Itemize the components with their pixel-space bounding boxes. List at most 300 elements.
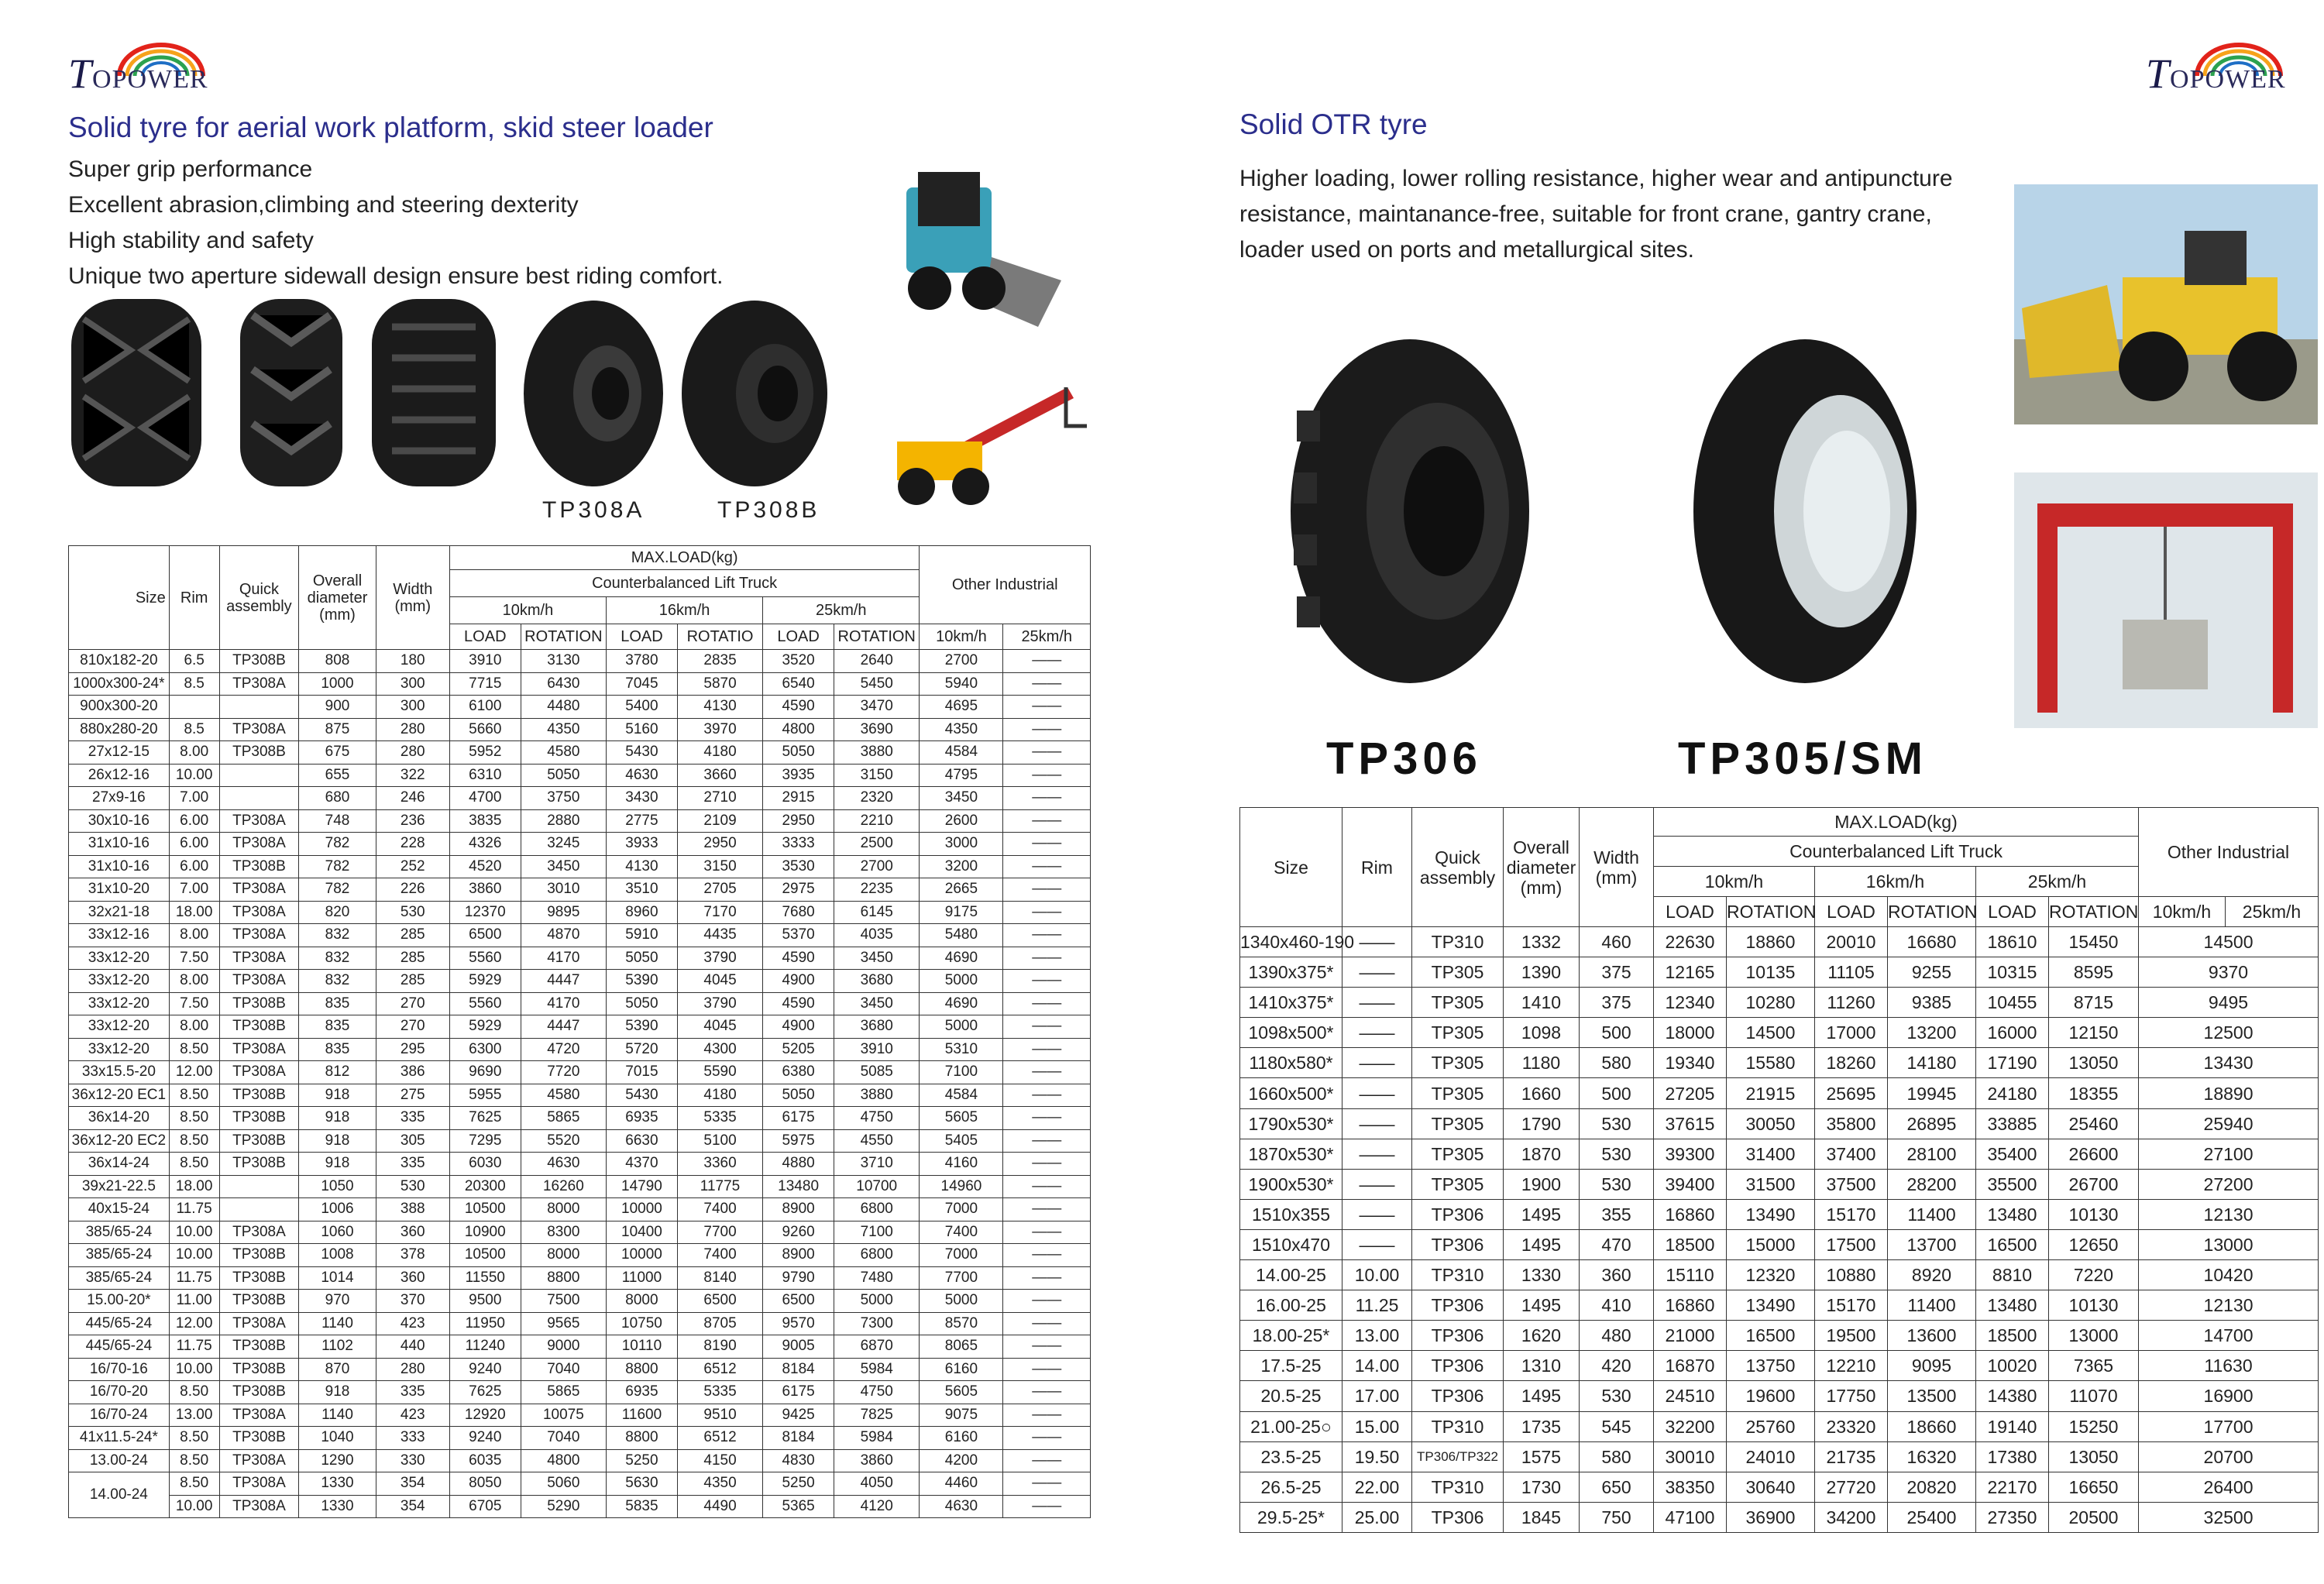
cell-width: 530 [1580,1139,1654,1169]
cell-other-10kmh: 2600 [920,809,1003,833]
cell-rotation-10kmh: 15580 [1727,1048,1815,1078]
cell-width: 300 [376,696,449,719]
cell-load-16kmh: 15170 [1815,1199,1888,1229]
cell-rotation-25kmh: 2700 [834,855,920,878]
cell-rim: 10.00 [1342,1260,1412,1290]
cell-rotation-16kmh: 4180 [677,1084,762,1107]
table-row [1240,1351,2319,1381]
cell-overall-diameter: 1014 [299,1266,376,1290]
cell-load-25kmh: 5365 [763,1495,834,1518]
cell-rotation-16kmh: 7170 [677,901,762,924]
cell-other-industrial: 14700 [2139,1321,2319,1351]
cell-rim: 15.00 [1342,1411,1412,1441]
cell-size: 16/70-20 [69,1381,170,1404]
cell-width: 355 [1580,1199,1654,1229]
cell-size: 30x10-16 [69,809,170,833]
cell-size: 31x10-16 [69,833,170,856]
table-row [1240,1381,2319,1411]
cell-rotation-10kmh: 4580 [521,741,606,765]
header-counterbalanced: Counterbalanced Lift Truck [449,570,920,597]
cell-rotation-25kmh: 26700 [2049,1169,2139,1199]
cell-rotation-10kmh: 4870 [521,924,606,947]
cell-load-25kmh: 5050 [763,741,834,765]
cell-rotation-16kmh: 3790 [677,947,762,970]
cell-rotation-10kmh: 36900 [1727,1502,1815,1532]
cell-rotation-10kmh: 4350 [521,718,606,741]
cell-load-25kmh: 6540 [763,672,834,696]
cell-overall-diameter: 1730 [1504,1472,1580,1502]
header-load: LOAD [763,624,834,650]
table-row [69,1084,1091,1107]
cell-load-25kmh: 6175 [763,1107,834,1130]
cell-other-25kmh: —— [1003,1290,1091,1313]
cell-quick-assembly: TP308B [219,741,299,765]
cell-quick-assembly: TP308B [219,1335,299,1359]
cell-width: 270 [376,1015,449,1039]
model-label-tp308b: TP308B [717,497,820,523]
cell-rim: 10.00 [169,1221,219,1244]
cell-other-industrial: 26400 [2139,1472,2319,1502]
cell-rim: 8.00 [169,741,219,765]
cell-rotation-10kmh: 13750 [1727,1351,1815,1381]
cell-size: 16/70-16 [69,1358,170,1381]
logo-text: OPOWER [92,65,208,94]
cell-load-10kmh: 6030 [449,1153,521,1176]
table-row [69,1153,1091,1176]
cell-size: 1510x355 [1240,1199,1342,1229]
cell-load-10kmh: 5560 [449,947,521,970]
cell-other-10kmh: 8065 [920,1335,1003,1359]
cell-rim: 11.75 [169,1266,219,1290]
cell-overall-diameter: 1332 [1504,927,1580,957]
header-counterbalanced: Counterbalanced Lift Truck [1654,837,2139,867]
cell-rotation-16kmh: 4045 [677,970,762,993]
cell-rim: —— [1342,1078,1412,1108]
feature-item: High stability and safety [68,228,314,253]
cell-rotation-25kmh: 7825 [834,1404,920,1427]
cell-size: 880x280-20 [69,718,170,741]
cell-other-10kmh: 4795 [920,764,1003,787]
cell-other-industrial: 27100 [2139,1139,2319,1169]
cell-load-16kmh: 11260 [1815,988,1888,1018]
cell-size: 445/65-24 [69,1312,170,1335]
table-row [69,1381,1091,1404]
cell-width: 360 [376,1221,449,1244]
table-row [69,1129,1091,1153]
cell-load-10kmh: 11550 [449,1266,521,1290]
cell-load-16kmh: 11600 [607,1404,678,1427]
cell-load-25kmh: 8184 [763,1427,834,1450]
cell-rim: 12.00 [169,1312,219,1335]
cell-load-10kmh: 47100 [1654,1502,1727,1532]
cell-load-10kmh: 24510 [1654,1381,1727,1411]
cell-rim: 10.00 [169,1495,219,1518]
cell-other-10kmh: 3000 [920,833,1003,856]
cell-rotation-25kmh: 11070 [2049,1381,2139,1411]
cell-load-25kmh: 4590 [763,696,834,719]
cell-rotation-25kmh: 25460 [2049,1108,2139,1139]
cell-quick-assembly: TP308A [219,1038,299,1061]
cell-width: 750 [1580,1502,1654,1532]
cell-quick-assembly: TP305 [1412,1048,1504,1078]
cell-overall-diameter: 655 [299,764,376,787]
table-row [1240,1108,2319,1139]
feature-item: Super grip performance [68,156,313,182]
cell-rotation-25kmh: 20500 [2049,1502,2139,1532]
cell-load-25kmh: 8900 [763,1244,834,1267]
cell-load-10kmh: 6035 [449,1449,521,1472]
table-row [69,1290,1091,1313]
cell-size: 33x12-20 [69,947,170,970]
header-rotation: ROTATION [2049,897,2139,927]
cell-size: 32x21-18 [69,901,170,924]
cell-rotation-16kmh: 6500 [677,1290,762,1313]
cell-load-25kmh: 2915 [763,787,834,810]
cell-size: 1390x375* [1240,957,1342,988]
logo-letter: T [2146,50,2171,97]
cell-load-10kmh: 18500 [1654,1229,1727,1259]
cell-size: 27x12-15 [69,741,170,765]
cell-size: 26.5-25 [1240,1472,1342,1502]
cell-other-25kmh: —— [1003,696,1091,719]
cell-size: 36x14-20 [69,1107,170,1130]
cell-overall-diameter: 918 [299,1084,376,1107]
cell-rim: 7.00 [169,878,219,902]
cell-rotation-16kmh: 4350 [677,1472,762,1496]
cell-rotation-25kmh: 3710 [834,1153,920,1176]
header-other-10kmh: 10km/h [2139,897,2226,927]
cell-rotation-16kmh: 18660 [1888,1411,1976,1441]
cell-quick-assembly: TP306 [1412,1321,1504,1351]
table-row [1240,957,2319,988]
right-page-title: Solid OTR tyre [1239,108,1428,140]
cell-other-10kmh: 4584 [920,741,1003,765]
cell-rim: 8.5 [169,718,219,741]
cell-rotation-10kmh: 4580 [521,1084,606,1107]
cell-rim: —— [1342,927,1412,957]
cell-size: 1510x470 [1240,1229,1342,1259]
cell-load-16kmh: 11105 [1815,957,1888,988]
cell-other-25kmh: —— [1003,1015,1091,1039]
col-overall-diameter: Overall diameter (mm) [1504,808,1580,927]
col-size: Size [69,546,170,650]
cell-rotation-10kmh: 4720 [521,1038,606,1061]
cell-width: 322 [376,764,449,787]
cell-load-25kmh: 10315 [1976,957,2049,988]
cell-other-industrial: 25940 [2139,1108,2319,1139]
cell-overall-diameter: 1660 [1504,1078,1580,1108]
cell-rotation-25kmh: 5085 [834,1061,920,1084]
cell-rotation-16kmh: 4300 [677,1038,762,1061]
cell-width: 410 [1580,1290,1654,1321]
cell-quick-assembly: TP308B [219,1107,299,1130]
cell-size: 1900x530* [1240,1169,1342,1199]
cell-overall-diameter: 1040 [299,1427,376,1450]
cell-load-10kmh: 6100 [449,696,521,719]
cell-size: 445/65-24 [69,1335,170,1359]
cell-load-25kmh: 10455 [1976,988,2049,1018]
header-25kmh: 25km/h [763,597,920,624]
cell-size: 1098x500* [1240,1018,1342,1048]
cell-other-industrial: 13430 [2139,1048,2319,1078]
cell-load-25kmh: 3935 [763,764,834,787]
cell-rim: 7.50 [169,992,219,1015]
cell-load-10kmh: 39400 [1654,1169,1727,1199]
cell-quick-assembly: TP308B [219,1084,299,1107]
cell-load-10kmh: 8050 [449,1472,521,1496]
cell-load-25kmh: 2950 [763,809,834,833]
cell-overall-diameter: 835 [299,992,376,1015]
cell-load-25kmh: 4900 [763,970,834,993]
cell-rotation-10kmh: 2880 [521,809,606,833]
header-25kmh: 25km/h [1976,867,2139,897]
cell-overall-diameter: 1140 [299,1312,376,1335]
cell-other-10kmh: 6160 [920,1358,1003,1381]
cell-quick-assembly: TP308A [219,809,299,833]
cell-rotation-25kmh: 3860 [834,1449,920,1472]
table-row [1240,1321,2319,1351]
cell-width: 530 [1580,1381,1654,1411]
cell-other-25kmh: —— [1003,1335,1091,1359]
table-row [69,924,1091,947]
header-load: LOAD [1976,897,2049,927]
cell-width: 370 [376,1290,449,1313]
cell-rotation-10kmh: 10280 [1727,988,1815,1018]
cell-rotation-16kmh: 8190 [677,1335,762,1359]
cell-rotation-25kmh: 8715 [2049,988,2139,1018]
cell-rim: 6.00 [169,833,219,856]
cell-other-industrial: 10420 [2139,1260,2319,1290]
cell-load-16kmh: 8960 [607,901,678,924]
cell-width: 280 [376,1358,449,1381]
cell-load-16kmh: 7015 [607,1061,678,1084]
cell-rotation-25kmh: 18355 [2049,1078,2139,1108]
table-row [69,650,1091,673]
cell-load-25kmh: 8810 [1976,1260,2049,1290]
cell-load-25kmh: 5050 [763,1084,834,1107]
cell-rotation-16kmh: 16320 [1888,1441,1976,1472]
cell-rotation-25kmh: 7480 [834,1266,920,1290]
right-description: Higher loading, lower rolling resistance, higher wear and antipuncture resistance, maintanance-free, suitable for front crane, gantry crane, loader used on ports and metallurgical sites. [1239,166,1953,263]
cell-size: 385/65-24 [69,1244,170,1267]
table-row [1240,1502,2319,1532]
cell-load-10kmh: 5660 [449,718,521,741]
cell-size: 36x14-24 [69,1153,170,1176]
cell-rotation-10kmh: 8300 [521,1221,606,1244]
cell-load-16kmh: 5720 [607,1038,678,1061]
cell-other-10kmh: 5000 [920,1015,1003,1039]
header-load: LOAD [1815,897,1888,927]
cell-rotation-25kmh: 5000 [834,1290,920,1313]
cell-load-25kmh: 16500 [1976,1229,2049,1259]
cell-rim: 8.50 [169,1153,219,1176]
cell-rotation-16kmh: 5335 [677,1381,762,1404]
cell-size: 1000x300-24* [69,672,170,696]
cell-rotation-16kmh: 6512 [677,1427,762,1450]
cell-rim: —— [1342,1169,1412,1199]
cell-load-16kmh: 20010 [1815,927,1888,957]
cell-size: 27x9-16 [69,787,170,810]
cell-width: 460 [1580,927,1654,957]
cell-rim: 6.00 [169,855,219,878]
cell-load-25kmh: 8900 [763,1198,834,1222]
cell-load-25kmh: 4830 [763,1449,834,1472]
cell-other-25kmh: —— [1003,1175,1091,1198]
cell-load-10kmh: 16860 [1654,1199,1727,1229]
cell-quick-assembly: TP306 [1412,1381,1504,1411]
cell-rotation-10kmh: 8000 [521,1198,606,1222]
cell-load-25kmh: 9790 [763,1266,834,1290]
cell-other-industrial: 18890 [2139,1078,2319,1108]
cell-other-10kmh: 4460 [920,1472,1003,1496]
cell-rotation-16kmh: 6512 [677,1358,762,1381]
cell-other-10kmh: 5405 [920,1129,1003,1153]
cell-width: 285 [376,947,449,970]
cell-rim: 10.00 [169,1244,219,1267]
cell-load-25kmh: 9260 [763,1221,834,1244]
cell-rotation-16kmh: 16680 [1888,927,1976,957]
cell-load-16kmh: 25695 [1815,1078,1888,1108]
cell-rotation-16kmh: 5590 [677,1061,762,1084]
cell-rotation-10kmh: 3010 [521,878,606,902]
cell-load-10kmh: 9500 [449,1290,521,1313]
cell-rotation-25kmh: 3450 [834,992,920,1015]
cell-width: 386 [376,1061,449,1084]
cell-load-10kmh: 10500 [449,1244,521,1267]
cell-width: 335 [376,1153,449,1176]
cell-load-16kmh: 5835 [607,1495,678,1518]
cell-rim: 8.50 [169,1084,219,1107]
table-row [69,1472,1091,1496]
cell-other-10kmh: 9175 [920,901,1003,924]
cell-rotation-25kmh: 3680 [834,970,920,993]
col-quick-assembly: Quick assembly [219,546,299,650]
cell-size: 900x300-20 [69,696,170,719]
cell-load-10kmh: 4326 [449,833,521,856]
cell-load-10kmh: 5952 [449,741,521,765]
cell-rotation-16kmh: 3970 [677,718,762,741]
cell-rotation-16kmh: 7400 [677,1198,762,1222]
table-row [69,833,1091,856]
cell-quick-assembly: TP308A [219,1221,299,1244]
cell-rotation-10kmh: 31400 [1727,1139,1815,1169]
cell-other-10kmh: 3450 [920,787,1003,810]
cell-load-10kmh: 21000 [1654,1321,1727,1351]
cell-overall-diameter: 1495 [1504,1229,1580,1259]
cell-quick-assembly: TP306 [1412,1290,1504,1321]
cell-width: 423 [376,1404,449,1427]
left-page-title: Solid tyre for aerial work platform, skid steer loader [68,112,713,143]
cell-rotation-25kmh: 3470 [834,696,920,719]
cell-rotation-10kmh: 19600 [1727,1381,1815,1411]
cell-overall-diameter: 1050 [299,1175,376,1198]
header-other-10kmh: 10km/h [920,624,1003,650]
cell-rim: 13.00 [169,1404,219,1427]
cell-size: 385/65-24 [69,1266,170,1290]
cell-size: 13.00-24 [69,1449,170,1472]
cell-load-16kmh: 15170 [1815,1290,1888,1321]
cell-overall-diameter: 1290 [299,1449,376,1472]
cell-rotation-10kmh: 30050 [1727,1108,1815,1139]
cell-load-25kmh: 18500 [1976,1321,2049,1351]
cell-size: 14.00-25 [1240,1260,1342,1290]
cell-rotation-10kmh: 4170 [521,947,606,970]
cell-rim: 8.50 [169,1381,219,1404]
cell-other-10kmh: 5605 [920,1107,1003,1130]
cell-quick-assembly: TP306/TP322 [1412,1441,1504,1472]
cell-overall-diameter: 808 [299,650,376,673]
model-label-tp306: TP306 [1326,734,1482,784]
cell-rotation-25kmh: 10130 [2049,1199,2139,1229]
cell-size: 33x12-16 [69,924,170,947]
table-row [69,1427,1091,1450]
cell-load-16kmh: 4370 [607,1153,678,1176]
cell-load-10kmh: 7295 [449,1129,521,1153]
cell-load-10kmh: 11240 [449,1335,521,1359]
cell-other-industrial: 14500 [2139,927,2319,957]
header-max-load: MAX.LOAD(kg) [1654,808,2139,837]
cell-rotation-25kmh: 15250 [2049,1411,2139,1441]
table-row [69,1221,1091,1244]
cell-width: 330 [376,1449,449,1472]
cell-size: 16/70-24 [69,1404,170,1427]
cell-rim: 25.00 [1342,1502,1412,1532]
cell-rim: 8.50 [169,1038,219,1061]
left-spec-table [68,545,1091,1518]
cell-rotation-10kmh: 31500 [1727,1169,1815,1199]
table-row [69,970,1091,993]
cell-width: 270 [376,992,449,1015]
cell-load-16kmh: 21735 [1815,1441,1888,1472]
cell-size: 14.00-24 [69,1472,170,1518]
cell-quick-assembly [219,696,299,719]
cell-rotation-10kmh: 9565 [521,1312,606,1335]
cell-load-10kmh: 12370 [449,901,521,924]
cell-width: 470 [1580,1229,1654,1259]
cell-size: 21.00-25○ [1240,1411,1342,1441]
cell-quick-assembly: TP305 [1412,1169,1504,1199]
cell-rotation-10kmh: 21915 [1727,1078,1815,1108]
header-load: LOAD [449,624,521,650]
wheel-loader-photo [2014,184,2318,424]
cell-rotation-16kmh: 20820 [1888,1472,1976,1502]
cell-width: 333 [376,1427,449,1450]
header-other-industrial: Other Industrial [920,546,1091,624]
cell-other-10kmh: 4630 [920,1495,1003,1518]
topower-logo-left [68,43,215,98]
cell-load-10kmh: 6310 [449,764,521,787]
cell-rotation-16kmh: 13700 [1888,1229,1976,1259]
cell-rotation-25kmh: 13000 [2049,1321,2139,1351]
cell-rotation-25kmh: 16650 [2049,1472,2139,1502]
cell-other-25kmh: —— [1003,924,1091,947]
cell-rotation-16kmh: 3360 [677,1153,762,1176]
cell-quick-assembly: TP308B [219,1266,299,1290]
cell-rotation-25kmh: 13050 [2049,1441,2139,1472]
tp308b-tyre-photo [679,297,830,490]
cell-rotation-16kmh: 11775 [677,1175,762,1198]
cell-rotation-10kmh: 5520 [521,1129,606,1153]
cell-load-10kmh: 5560 [449,992,521,1015]
cell-rotation-10kmh: 18860 [1727,927,1815,957]
table-row [69,878,1091,902]
cell-width: 228 [376,833,449,856]
cell-size: 31x10-16 [69,855,170,878]
cell-other-10kmh: 7700 [920,1266,1003,1290]
cell-rotation-10kmh: 3450 [521,855,606,878]
cell-load-25kmh: 10020 [1976,1351,2049,1381]
cell-load-25kmh: 18610 [1976,927,2049,957]
